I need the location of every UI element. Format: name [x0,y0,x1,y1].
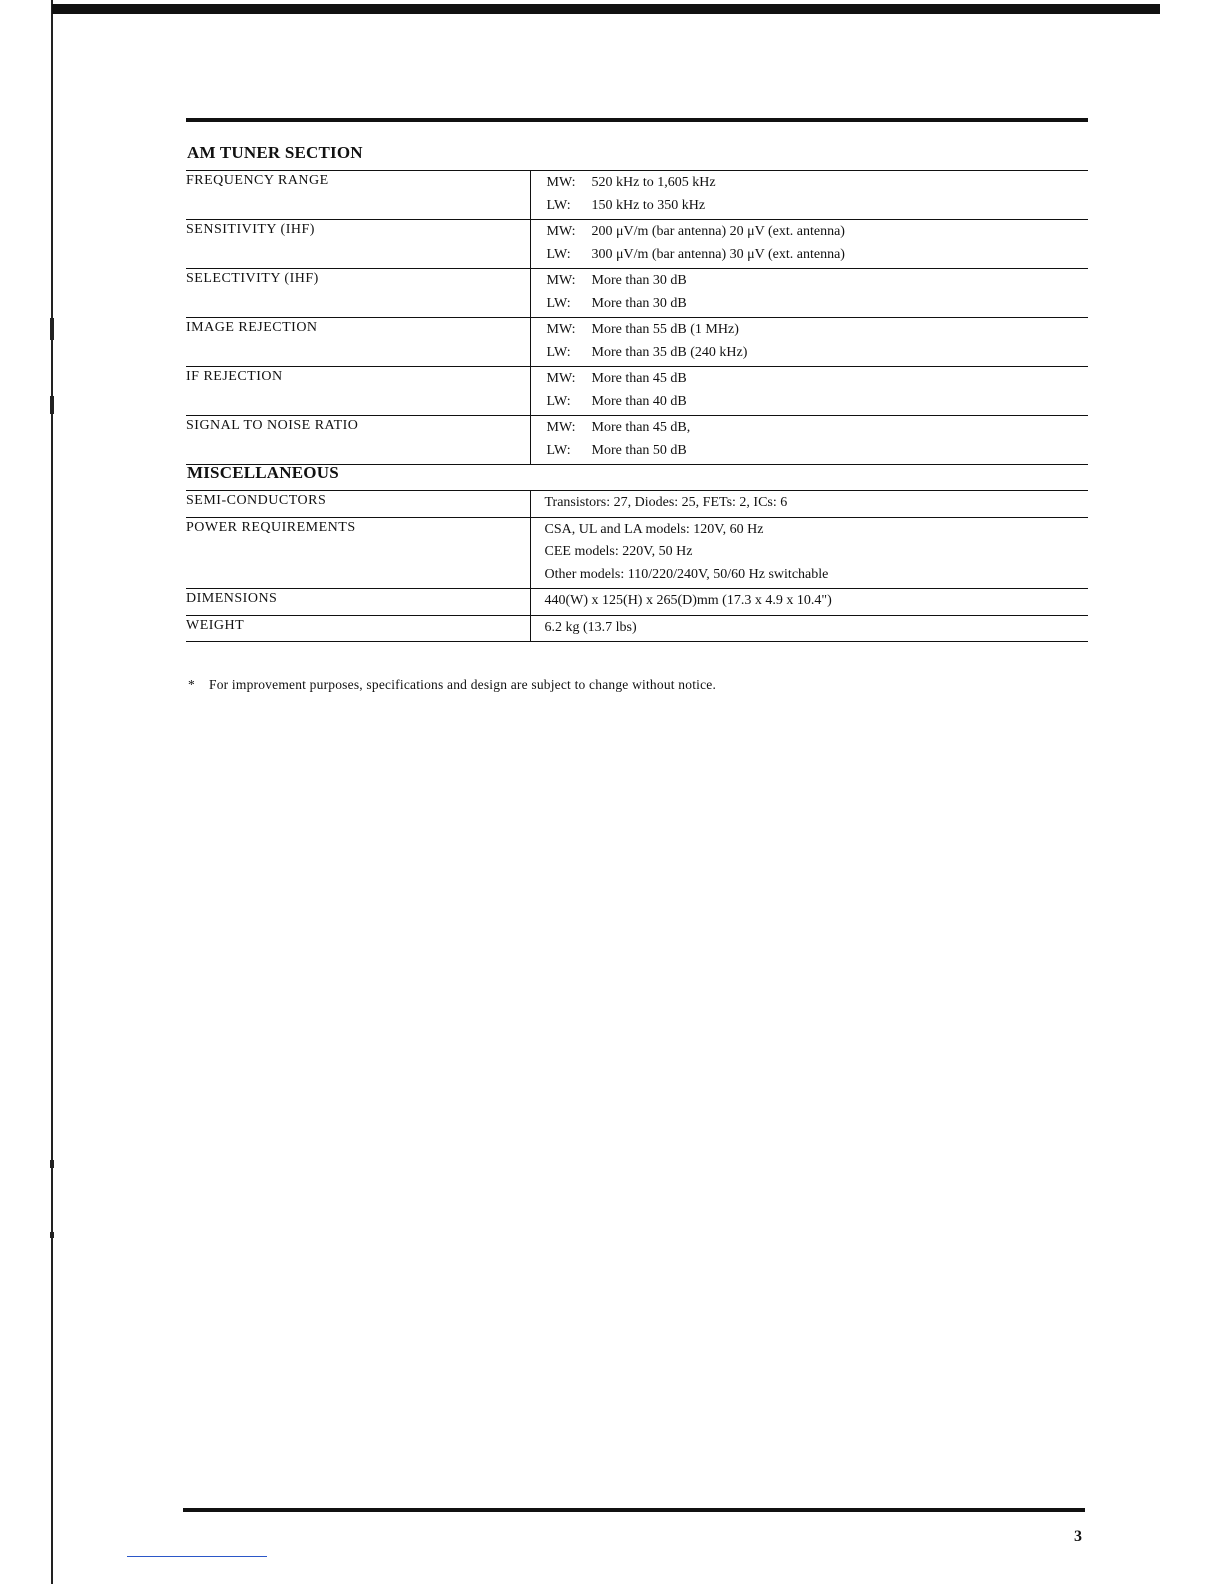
band-label: MW: [546,322,576,337]
link-underline-mark [127,1556,267,1557]
band-label: LW: [546,246,571,262]
miscellaneous-section [186,463,1088,642]
page-left-edge [51,0,53,1584]
band-label: MW: [546,371,576,386]
spec-value: More than 40 dB [591,393,687,409]
spec-values [530,491,1088,518]
band-label: MW: [546,273,576,288]
spec-value: More than 50 dB [591,442,687,458]
spec-value: 440(W) x 125(H) x 265(D)mm (17.3 x 4.9 x 10.4") [544,593,832,608]
table-row [186,589,1088,616]
spec-values [530,171,1088,220]
scan-mark [50,318,54,340]
spec-values [530,269,1088,318]
am-tuner-section [186,143,1088,465]
band-label: MW: [546,224,576,239]
table-row [186,491,1088,518]
band-label: LW: [546,295,571,311]
spec-value: CSA, UL and LA models: 120V, 60 Hz [544,521,764,537]
section-title-am-tuner: AM TUNER SECTION [187,143,363,162]
spec-value: More than 55 dB (1 MHz) [591,322,739,337]
spec-label: SEMI-CONDUCTORS [186,491,530,518]
band-label: LW: [546,197,571,213]
spec-values [530,367,1088,416]
spec-value: 150 kHz to 350 kHz [591,197,706,213]
band-label: LW: [546,393,571,409]
page-number: 3 [1074,1528,1082,1545]
spec-value: More than 45 dB [591,371,687,386]
scan-mark [50,396,54,414]
table-row [186,269,1088,318]
spec-value: Other models: 110/220/240V, 50/60 Hz switchable [544,566,829,582]
spec-values [530,615,1088,642]
band-label: LW: [546,442,571,458]
table-row [186,367,1088,416]
spec-values [530,517,1088,589]
spec-value: 300 μV/m (bar antenna) 30 μV (ext. antenna) [591,246,845,262]
table-row [186,318,1088,367]
spec-value: More than 45 dB, [591,420,691,435]
spec-label: DIMENSIONS [186,589,530,616]
top-rule [186,118,1088,122]
spec-label: POWER REQUIREMENTS [186,517,530,589]
spec-label: SELECTIVITY (IHF) [186,269,530,318]
spec-value: 6.2 kg (13.7 lbs) [544,619,637,635]
spec-value: More than 30 dB [591,273,687,288]
band-label: MW: [546,420,576,435]
table-row [186,416,1088,465]
table-row [186,171,1088,220]
table-row [186,517,1088,589]
bottom-rule [183,1508,1085,1512]
miscellaneous-spec-table [186,490,1088,642]
footnote-marker: * [188,677,195,692]
spec-label: IF REJECTION [186,367,530,416]
spec-label: IMAGE REJECTION [186,318,530,367]
spec-label: WEIGHT [186,615,530,642]
band-label: MW: [546,175,576,190]
table-row [186,615,1088,642]
am-tuner-spec-table [186,170,1088,465]
spec-label: FREQUENCY RANGE [186,171,530,220]
spec-value: More than 30 dB [591,295,687,311]
header-bar [52,4,1160,14]
spec-value: More than 35 dB (240 kHz) [591,344,748,360]
section-title-miscellaneous: MISCELLANEOUS [187,463,339,482]
scan-mark [50,1232,54,1238]
spec-label: SENSITIVITY (IHF) [186,220,530,269]
spec-value: Transistors: 27, Diodes: 25, FETs: 2, ICs: 6 [544,495,788,510]
spec-value: CEE models: 220V, 50 Hz [544,544,693,559]
spec-label: SIGNAL TO NOISE RATIO [186,416,530,465]
spec-values [530,416,1088,465]
footnote-text: For improvement purposes, specifications and design are subject to change without notice. [209,677,717,692]
spec-values [530,318,1088,367]
scan-mark [50,1160,54,1168]
spec-values [530,220,1088,269]
table-row [186,220,1088,269]
spec-value: 520 kHz to 1,605 kHz [591,175,716,190]
band-label: LW: [546,344,571,360]
footnote [188,677,716,693]
spec-value: 200 μV/m (bar antenna) 20 μV (ext. antenna) [591,224,845,239]
spec-values [530,589,1088,616]
